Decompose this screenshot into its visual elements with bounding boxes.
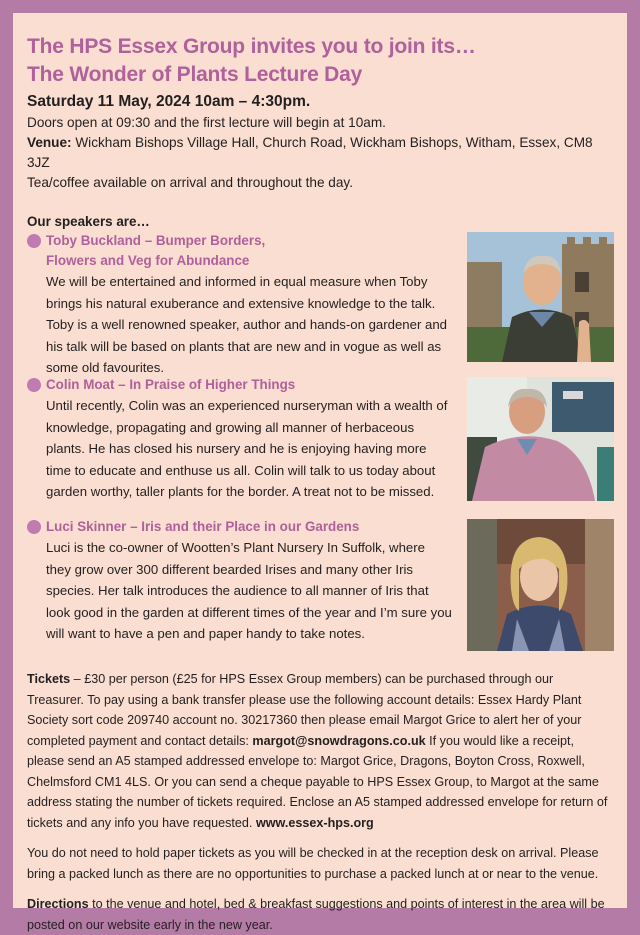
- headline-line-2: The Wonder of Plants Lecture Day: [27, 63, 363, 86]
- speaker-title-toby-text: Toby Buckland – Bumper Borders, Flowers and Veg for Abundance: [46, 233, 266, 268]
- directions-label: Directions: [27, 897, 89, 911]
- bullet-icon: [27, 234, 41, 248]
- venue-text: [27, 133, 612, 173]
- speaker-toby: [27, 231, 612, 375]
- directions-paragraph: [27, 894, 612, 935]
- speaker-colin: [27, 375, 612, 515]
- tickets-text-1: – £30 per person (£25 for HPS Essex Group members) can be purchased through our Treasurer. To pay using a bank transfer please use the following account details: Essex Hardy Plant Society sort code 209740 account no. 30217360 then please email Margot Grice to alert her of your completed payment and contact details:: [27, 672, 582, 748]
- tickets-paragraph: [27, 669, 612, 833]
- speaker-title-colin-text: Colin Moat – In Praise of Higher Things: [46, 377, 296, 392]
- speaker-body-luci: Luci is the co-owner of Wootten’s Plant Nursery In Suffolk, where they grow over 300 different bearded Irises and many other Iris species. Her talk introduces the audience to all manner of Iris that look good in the garden at different times of the year and I’m sure you will want to have a pen and paper handy to take notes.: [46, 540, 452, 641]
- bullet-icon: [27, 520, 41, 534]
- event-date: Saturday 11 May, 2024 10am – 4:30pm.: [27, 93, 311, 110]
- headline-line-1: The HPS Essex Group invites you to join its…: [27, 35, 476, 58]
- directions-text: to the venue and hotel, bed & breakfast suggestions and points of interest in the area will be posted on our website early in the new year.: [27, 897, 605, 932]
- venue-address: Wickham Bishops Village Hall, Church Road, Wickham Bishops, Witham, Essex, CM8 3JZ: [27, 135, 593, 170]
- contact-email-link[interactable]: margot@snowdragons.co.uk: [252, 733, 426, 748]
- toby-photo: [467, 232, 614, 362]
- speaker-body-colin: Until recently, Colin was an experienced nurseryman with a wealth of knowledge, propagating and growing all manner of herbaceous plants. He has closed his nursery and he is enjoying having more time to educate and enthuse us all. Colin will talk to us today about garden worthy, taller plants for the border. A treat not to be missed.: [46, 398, 448, 499]
- speakers-heading: Our speakers are…: [27, 214, 150, 229]
- website-link[interactable]: www.essex-hps.org: [255, 815, 374, 830]
- tickets-text-2: If you would like a receipt, please send an A5 stamped addressed envelope to: Margot Grice, Dragons, Boyton Cross, Roxwell, Chelmsford CM1 4LS. Or you can send a cheque payable to HPS Essex Group, to Margot at the same address stating the number of tickets required. Enclose an A5 stamped addressed envelope for return of tickets and any info you have requested.: [27, 733, 608, 830]
- doors-open-text: Doors open at 09:30 and the first lecture will begin at 10am.: [27, 115, 386, 130]
- flyer-panel: [13, 13, 627, 932]
- bullet-icon: [27, 378, 41, 392]
- colin-photo: [467, 377, 614, 501]
- tea-text: Tea/coffee available on arrival and throughout the day.: [27, 175, 353, 190]
- lunch-note: You do not need to hold paper tickets as you will be checked in at the reception desk on arrival. Please bring a packed lunch as there are no opportunities to purchase a packed lunch at or near to the venue.: [27, 846, 599, 881]
- speaker-body-toby: We will be entertained and informed in equal measure when Toby brings his natural exuberance and extensive knowledge to the talk. Toby is a well renowned speaker, author and hands-on gardener and his talk will be based on plants that are new and in vogue as well as some old favourites.: [46, 274, 448, 375]
- speaker-title-luci-text: Luci Skinner – Iris and their Place in our Gardens: [46, 519, 360, 534]
- speaker-luci: [27, 517, 612, 645]
- venue-label: Venue:: [27, 135, 72, 150]
- tickets-label: Tickets: [27, 672, 71, 686]
- luci-photo: [467, 519, 614, 651]
